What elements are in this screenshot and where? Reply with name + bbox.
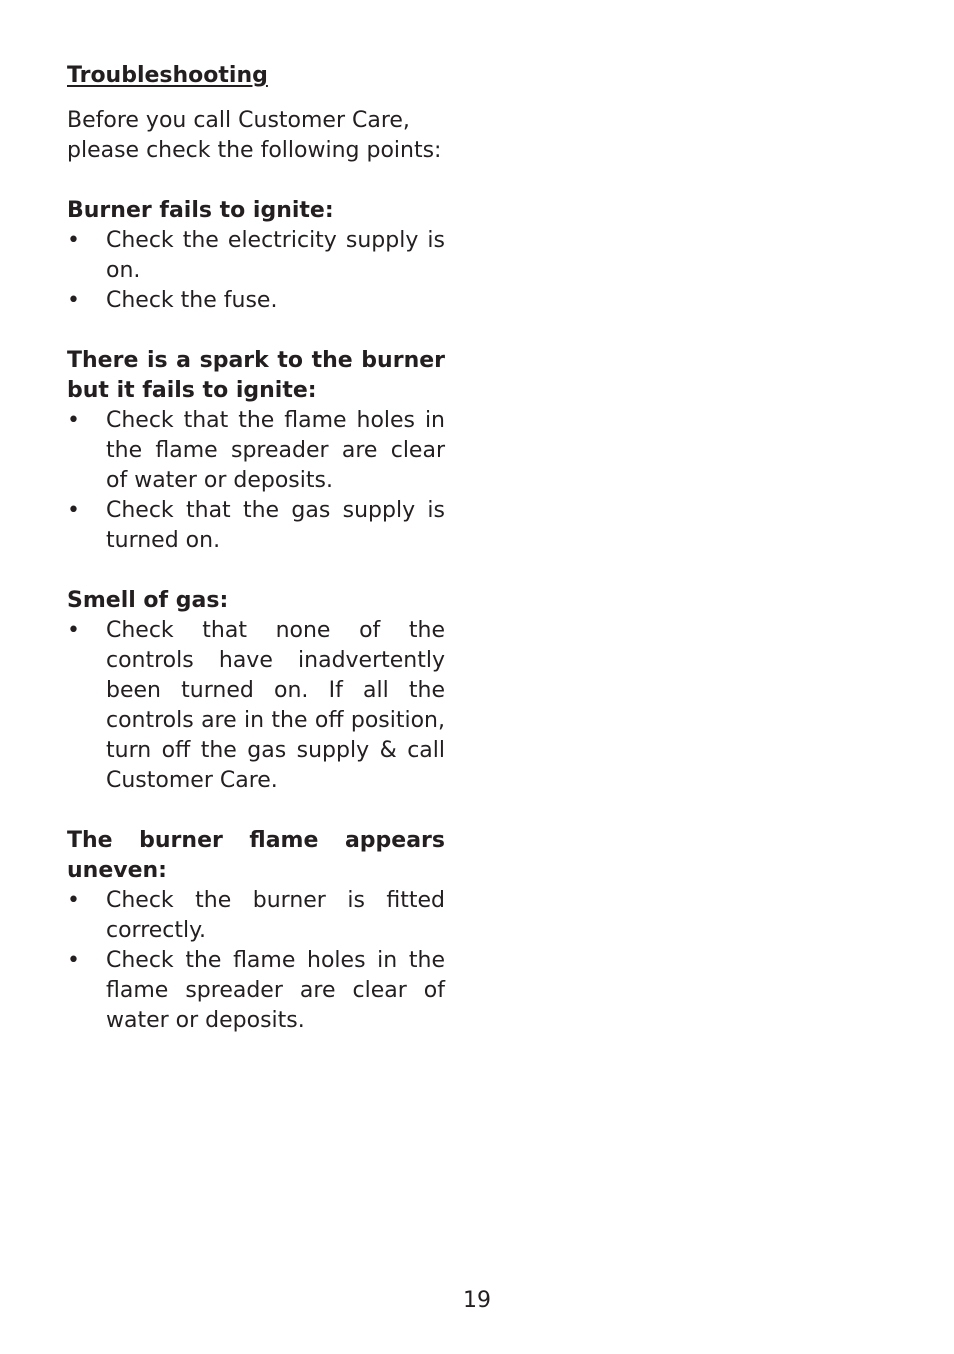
page-title: Troubleshooting [67, 63, 268, 88]
section-heading: Burner fails to ignite: [67, 198, 334, 223]
page-number: 19 [463, 1288, 491, 1313]
bullet-icon: • [67, 228, 80, 253]
bullet-list [67, 406, 445, 556]
list-item-text: Check that none of the controls have inadvertently been turned on. If all the controls are in the off position, turn off the gas supply & call Customer Care. [106, 618, 445, 793]
list-item [67, 286, 445, 316]
intro-text: Before you call Customer Care, please check the following points: [67, 108, 442, 163]
bullet-list [67, 616, 445, 796]
list-item [67, 886, 445, 946]
list-item-text: Check the electricity supply is on. [106, 228, 445, 283]
section-heading: Smell of gas: [67, 588, 229, 613]
section-spark-no-ignite [67, 346, 445, 556]
list-item-text: Check the fuse. [106, 288, 278, 313]
bullet-icon: • [67, 408, 80, 433]
list-item-text: Check that the flame holes in the flame spreader are clear of water or deposits. [106, 408, 445, 493]
bullet-list [67, 886, 445, 1036]
bullet-list [67, 226, 445, 316]
list-item-text: Check that the gas supply is turned on. [106, 498, 445, 553]
list-item [67, 496, 445, 556]
list-item [67, 406, 445, 496]
troubleshooting-column [67, 58, 445, 1066]
section-burner-fails [67, 196, 445, 316]
bullet-icon: • [67, 288, 80, 313]
list-item [67, 946, 445, 1036]
list-item-text: Check the flame holes in the flame spreader are clear of water or deposits. [106, 948, 445, 1033]
list-item [67, 226, 445, 286]
list-item [67, 616, 445, 796]
bullet-icon: • [67, 498, 80, 523]
bullet-icon: • [67, 948, 80, 973]
section-uneven-flame [67, 826, 445, 1036]
section-heading: The burner flame appears uneven: [67, 828, 445, 883]
section-smell-of-gas [67, 586, 445, 796]
section-heading: There is a spark to the burner but it fails to ignite: [67, 348, 445, 403]
bullet-icon: • [67, 888, 80, 913]
list-item-text: Check the burner is fitted correctly. [106, 888, 445, 943]
bullet-icon: • [67, 618, 80, 643]
